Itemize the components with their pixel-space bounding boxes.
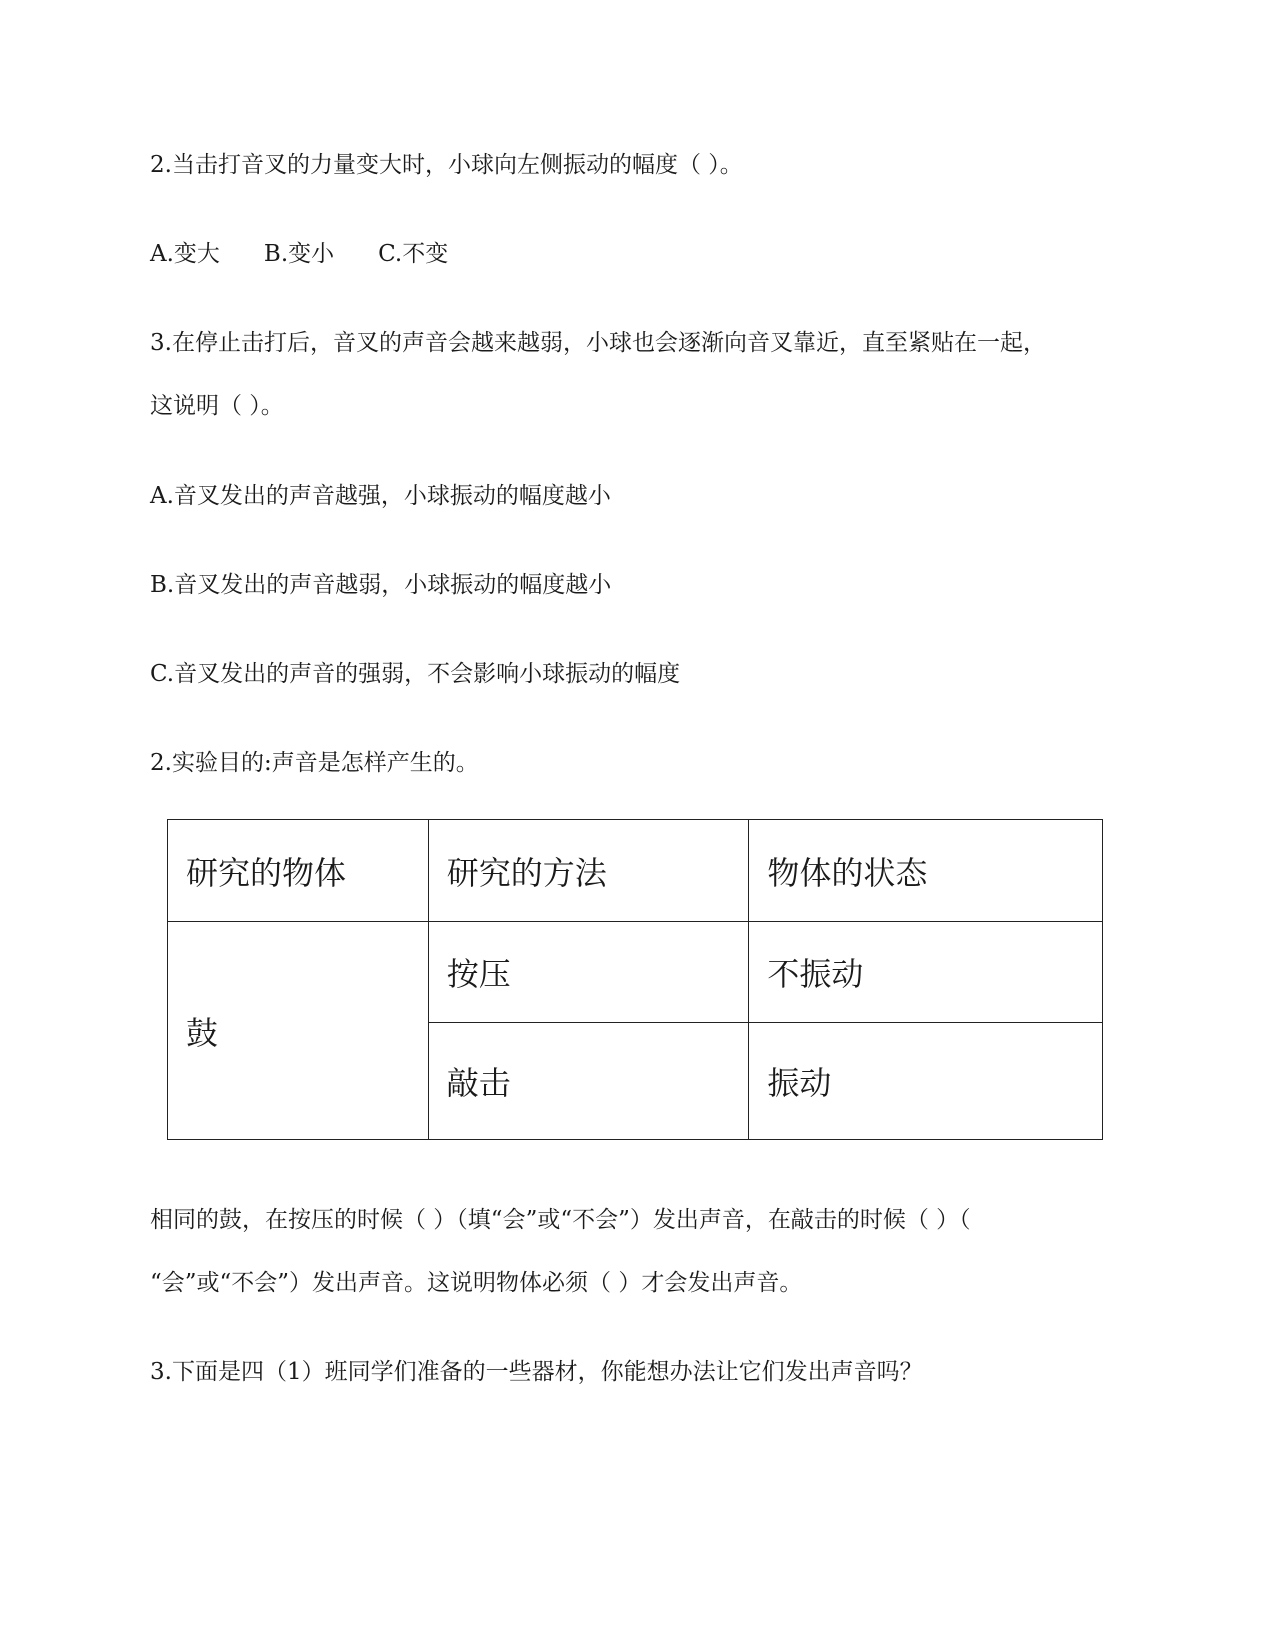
section-3-title: 3.下面是四（1）班同学们准备的一些器材，你能想办法让它们发出声音吗？ [150, 1359, 923, 1385]
option-a: A.变大 [150, 241, 220, 267]
object-cell: 鼓 [168, 922, 429, 1140]
question-2-text: 2.当击打音叉的力量变大时，小球向左侧振动的幅度（ ）。 [150, 152, 743, 178]
option-c: C.不变 [378, 241, 449, 267]
table-row [168, 922, 1103, 1023]
table-header-row [168, 820, 1103, 922]
fill-in-line-2: “会”或“不会”）发出声音。这说明物体必须（ ）才会发出声音。 [150, 1270, 803, 1296]
state-cell: 振动 [749, 1023, 1103, 1140]
fill-in-line-1: 相同的鼓，在按压的时候（ ）（填“会”或“不会”）发出声音，在敲击的时候（ ）（ [150, 1207, 971, 1233]
state-cell: 不振动 [749, 922, 1103, 1023]
question-2-options [150, 239, 448, 269]
method-cell: 敲击 [428, 1023, 749, 1140]
question-3-option-c: C.音叉发出的声音的强弱，不会影响小球振动的幅度 [150, 661, 681, 687]
header-object: 研究的物体 [168, 820, 429, 922]
header-method: 研究的方法 [428, 820, 749, 922]
question-3-line-1: 3.在停止击打后，音叉的声音会越来越弱，小球也会逐渐向音叉靠近，直至紧贴在一起， [150, 330, 1046, 356]
question-3-option-b: B.音叉发出的声音越弱，小球振动的幅度越小 [150, 572, 612, 598]
option-b: B.变小 [263, 241, 335, 267]
header-state: 物体的状态 [749, 820, 1103, 922]
question-3-option-a: A.音叉发出的声音越强，小球振动的幅度越小 [150, 483, 611, 509]
method-cell: 按压 [428, 922, 749, 1023]
question-3-line-2: 这说明（ ）。 [150, 393, 284, 419]
experiment-table [167, 819, 1103, 1140]
section-2-title: 2.实验目的:声音是怎样产生的。 [150, 750, 479, 776]
